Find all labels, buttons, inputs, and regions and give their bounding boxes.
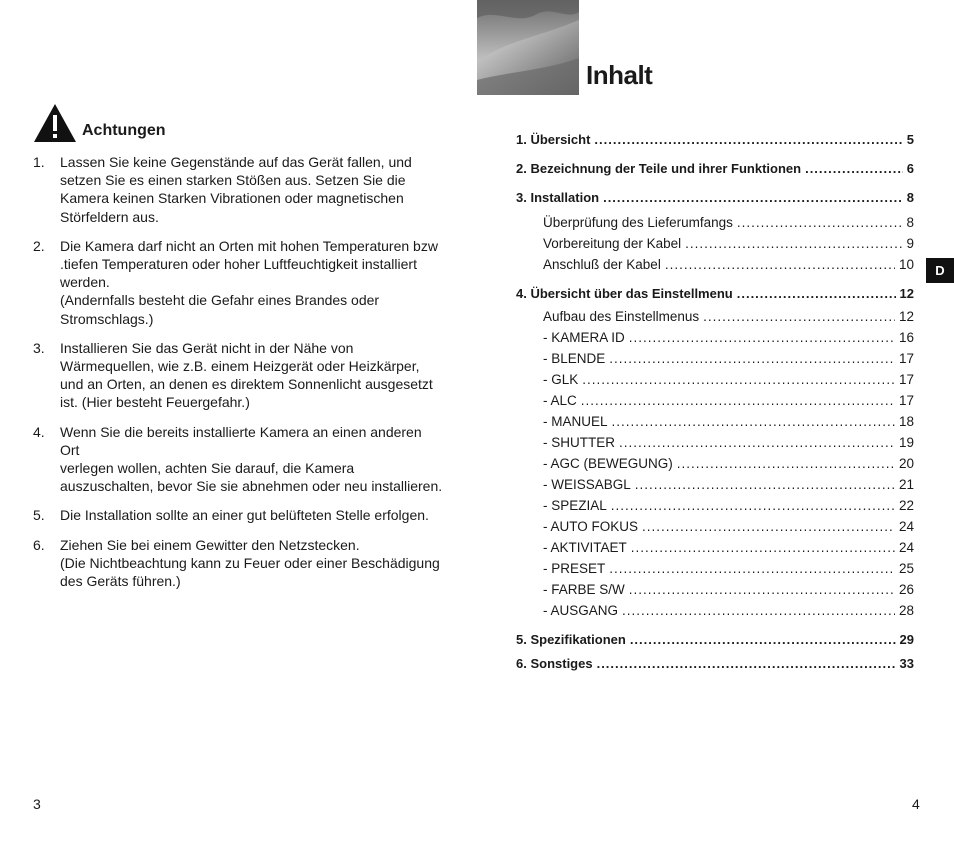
- toc-dot-leader: [597, 656, 896, 671]
- toc-entry-page: 12: [899, 286, 914, 301]
- toc-dot-leader: [642, 519, 895, 534]
- toc-entry-label: 6. Sonstiges: [516, 656, 593, 671]
- toc-entry-page: 28: [898, 603, 914, 618]
- toc-entry-label: 2. Bezeichnung der Teile und ihrer Funktionen: [516, 161, 802, 176]
- toc-subentry: [543, 435, 914, 450]
- warning-item-number: 1.: [33, 154, 45, 170]
- toc-dot-leader: [611, 498, 895, 513]
- toc-entry-page: 8: [906, 190, 914, 205]
- warning-item-text: Die Installation sollte an einer gut belüfteten Stelle erfolgen.: [60, 507, 429, 524]
- toc-subentry: [543, 330, 914, 345]
- toc-entry-label: - ALC: [543, 393, 577, 408]
- toc-dot-leader: [685, 236, 902, 251]
- toc-subentry: [543, 603, 914, 618]
- toc-dot-leader: [677, 456, 895, 471]
- toc-chapter: [516, 161, 914, 176]
- toc-dot-leader: [629, 582, 895, 597]
- warning-item: [33, 237, 443, 328]
- toc-entry-label: - AKTIVITAET: [543, 540, 627, 555]
- toc-subentry: [543, 414, 914, 429]
- toc-entry-label: 5. Spezifikationen: [516, 632, 626, 647]
- toc-entry-label: - PRESET: [543, 561, 606, 576]
- warning-triangle-icon: [33, 103, 77, 143]
- toc-dot-leader: [619, 435, 895, 450]
- toc-dot-leader: [631, 540, 895, 555]
- toc-subentry: [543, 215, 914, 230]
- toc-entry-label: - FARBE S/W: [543, 582, 625, 597]
- toc-title: Inhalt: [586, 60, 653, 90]
- toc-entry-page: 17: [898, 372, 914, 387]
- toc-entry-label: - AUTO FOKUS: [543, 519, 639, 534]
- toc-chapter: [516, 632, 914, 647]
- warnings-heading: [33, 103, 166, 143]
- toc-entry-label: - AUSGANG: [543, 603, 619, 618]
- warnings-title: Achtungen: [82, 121, 166, 139]
- toc-subentry: [543, 561, 914, 576]
- toc-chapter: [516, 656, 914, 671]
- toc-entry-label: - AGC (BEWEGUNG): [543, 456, 673, 471]
- warning-item-number: 5.: [33, 507, 45, 524]
- toc-entry-page: 24: [898, 540, 914, 555]
- toc-entry-page: 9: [906, 236, 914, 251]
- toc-entry-page: 21: [898, 477, 914, 492]
- toc-dot-leader: [622, 603, 895, 618]
- toc-entry-page: 18: [898, 414, 914, 429]
- toc-subentry: [543, 498, 914, 513]
- toc-entry-page: 16: [898, 330, 914, 345]
- toc-entry-label: 3. Installation: [516, 190, 600, 205]
- warning-item-number: 3.: [33, 339, 45, 356]
- toc-dot-leader: [609, 351, 895, 366]
- toc-subentry: [543, 456, 914, 471]
- toc-subentry: [543, 372, 914, 387]
- toc-subentry: [543, 257, 914, 272]
- toc-entry-page: 17: [898, 393, 914, 408]
- toc-entry-page: 22: [898, 498, 914, 513]
- toc-subentry: [543, 309, 914, 324]
- warning-item: [33, 506, 443, 524]
- toc-chapter: [516, 190, 914, 205]
- header-photo: [477, 0, 579, 95]
- toc-entry-page: 33: [899, 656, 914, 671]
- warning-item-text: Ziehen Sie bei einem Gewitter den Netzstecken. (Die Nichtbeachtung kann zu Feuer oder einer Beschädigung des Geräts führen.): [60, 536, 440, 590]
- warning-item: [33, 339, 443, 412]
- toc-dot-leader: [581, 393, 895, 408]
- toc-entry-label: - KAMERA ID: [543, 330, 625, 345]
- toc-dot-leader: [612, 414, 895, 429]
- toc-entry-label: 4. Übersicht über das Einstellmenu: [516, 286, 733, 301]
- toc-dot-leader: [630, 632, 896, 647]
- toc-entry-label: - SPEZIAL: [543, 498, 607, 513]
- toc-entry-page: 20: [898, 456, 914, 471]
- warnings-list: [33, 153, 443, 601]
- warning-item: [33, 423, 443, 496]
- warning-item-text: Die Kamera darf nicht an Orten mit hohen Temperaturen bzw .tiefen Temperaturen oder hoher Luftfeuchtigkeit installiert werden. (Andernfalls besteht die Gefahr eines Brandes oder Stromschlags.): [60, 237, 438, 327]
- toc-entry-label: - GLK: [543, 372, 579, 387]
- toc-subentry: [543, 477, 914, 492]
- toc-entry-page: 24: [898, 519, 914, 534]
- warning-item: [33, 153, 443, 226]
- warning-item-text: Lassen Sie keine Gegenstände auf das Gerät fallen, und setzen Sie es einen starken Stößen aus. Setzen Sie die Kamera keinen Starken Vibrationen oder magnetischen Störfeldern aus.: [60, 154, 412, 225]
- toc-dot-leader: [629, 330, 895, 345]
- page-number-right: 4: [912, 796, 920, 812]
- toc-entry-page: 8: [906, 215, 914, 230]
- toc-chapter: [516, 286, 914, 301]
- toc-entry-page: 5: [906, 132, 914, 147]
- toc-subentry: [543, 236, 914, 251]
- toc-dot-leader: [594, 132, 902, 147]
- toc-entry-label: Vorbereitung der Kabel: [543, 236, 682, 251]
- toc-dot-leader: [635, 477, 895, 492]
- toc-entry-page: 17: [898, 351, 914, 366]
- toc-dot-leader: [703, 309, 895, 324]
- toc-entry-label: - MANUEL: [543, 414, 608, 429]
- toc-dot-leader: [582, 372, 895, 387]
- toc-dot-leader: [609, 561, 895, 576]
- toc-subentry: [543, 582, 914, 597]
- toc-entry-label: 1. Übersicht: [516, 132, 591, 147]
- toc-subentry: [543, 519, 914, 534]
- toc-entry-label: - SHUTTER: [543, 435, 615, 450]
- toc-dot-leader: [737, 286, 896, 301]
- toc-dot-leader: [737, 215, 903, 230]
- warning-item-number: 4.: [33, 423, 45, 440]
- toc-subentry: [543, 540, 914, 555]
- language-tab: D: [926, 258, 954, 283]
- toc-entry-page: 19: [898, 435, 914, 450]
- toc-entry-label: Überprüfung des Lieferumfangs: [543, 215, 733, 230]
- toc-entry-page: 25: [898, 561, 914, 576]
- warning-item-number: 6.: [33, 536, 45, 553]
- toc-chapter: [516, 132, 914, 147]
- toc-entry-label: - BLENDE: [543, 351, 606, 366]
- toc-entry-page: 26: [898, 582, 914, 597]
- toc-entry-page: 29: [899, 632, 914, 647]
- warning-item: [33, 536, 443, 591]
- toc-entry-page: 6: [906, 161, 914, 176]
- toc-entry-label: Anschluß der Kabel: [543, 257, 661, 272]
- warning-item-number: 2.: [33, 237, 45, 254]
- toc-entry-page: 12: [898, 309, 914, 324]
- toc-dot-leader: [805, 161, 903, 176]
- toc-dot-leader: [603, 190, 903, 205]
- warning-item-text: Installieren Sie das Gerät nicht in der Nähe von Wärmequellen, wie z.B. einem Heizgerät oder Heizkärper, und an Orten, an denen es direktem Sonnenlicht ausgesetzt ist. (Hier besteht Feuergefahr.): [60, 339, 433, 411]
- toc-entry-label: Aufbau des Einstellmenus: [543, 309, 700, 324]
- toc-dot-leader: [665, 257, 895, 272]
- toc-entry-page: 10: [898, 257, 914, 272]
- toc-subentry: [543, 351, 914, 366]
- toc-entry-label: - WEISSABGL: [543, 477, 631, 492]
- warning-item-text: Wenn Sie die bereits installierte Kamera an einen anderen Ort verlegen wollen, achten Sie darauf, die Kamera auszuschalten, bevor Sie sie abnehmen oder neu installieren.: [60, 423, 443, 495]
- toc-subentry: [543, 393, 914, 408]
- page-number-left: 3: [33, 796, 41, 812]
